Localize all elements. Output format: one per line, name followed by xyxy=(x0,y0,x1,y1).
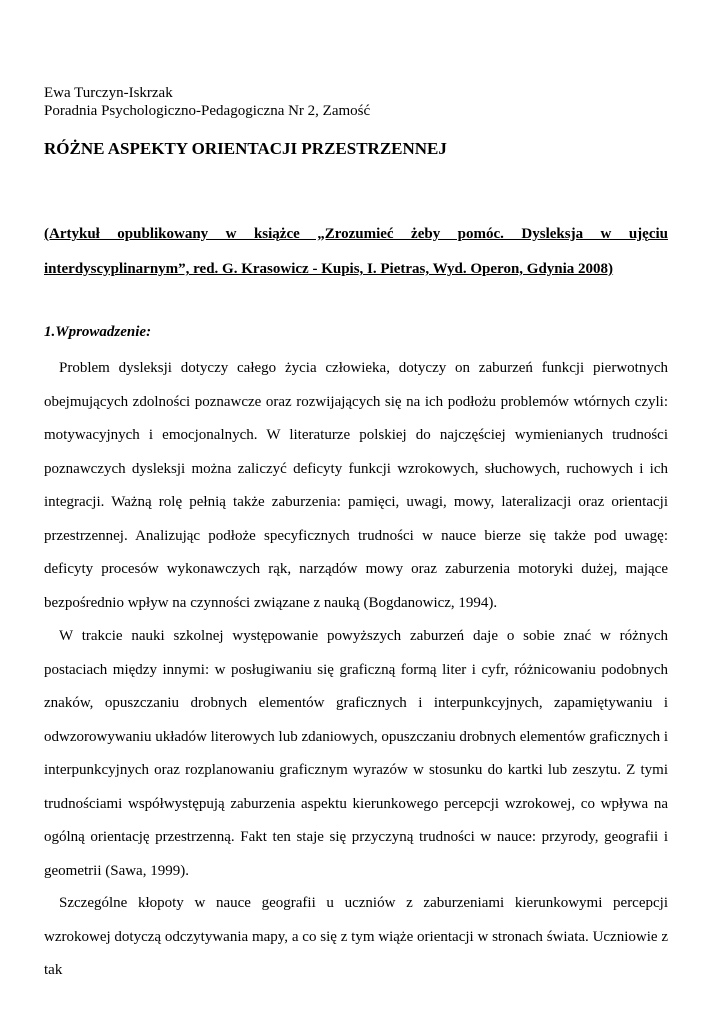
author-affiliation: Poradnia Psychologiczno-Pedagogiczna Nr 2, Zamość xyxy=(44,103,371,119)
publication-note-line-2: interdyscyplinarnym”, red. G. Krasowicz - Kupis, I. Pietras, Wyd. Operon, Gdynia 2008) xyxy=(44,261,614,277)
body-paragraph: Problem dysleksji dotyczy całego życia człowieka, dotyczy on zaburzeń funkcji pierwotnych obejmujących zdolności poznawcze oraz rozwijających się na ich podłożu problemów wtórnych czyli: motywacyjnych i emocjonalnych. W literaturze polskiej do najczęściej wymienianych trudności poznawczych dysleksji można zaliczyć deficyty funkcji wzrokowych, słuchowych, ruchowych i ich integracji. Ważną rolę pełnią także zaburzenia: pamięci, uwagi, mowy, lateralizacji oraz orientacji przestrzennej. Analizując podłoże specyficznych trudności w nauce bierze się także pod uwagę: deficyty procesów wykonawczych rąk, narządów mowy oraz zaburzenia motoryki dużej, mające bezpośrednio wpływ na czynności związane z nauką (Bogdanowicz, 1994). xyxy=(44,360,668,611)
section-heading: 1.Wprowadzenie: xyxy=(44,324,152,340)
article-title: RÓŻNE ASPEKTY ORIENTACJI PRZESTRZENNEJ xyxy=(44,139,447,158)
publication-note-line-1: (Artykuł opublikowany w książce „Zrozumieć żeby pomóc. Dysleksja w ujęciu xyxy=(44,226,668,242)
body-paragraph: W trakcie nauki szkolnej występowanie powyższych zaburzeń daje o sobie znać w różnych postaciach między innymi: w posługiwaniu się graficzną formą liter i cyfr, różnicowaniu podobnych znaków, opuszczaniu drobnych elementów graficznych i interpunkcyjnych, zapamiętywaniu i odwzorowywaniu układów literowych lub zdaniowych, opuszczaniu drobnych elementów graficznych i interpunkcyjnych oraz rozplanowaniu graficznym wyrazów w stosunku do kartki lub zeszytu. Z tymi trudnościami współwystępują zaburzenia aspektu kierunkowego percepcji wzrokowej, co wpływa na ogólną orientację przestrzenną. Fakt ten staje się przyczyną trudności w nauce: przyrody, geografii i geometrii (Sawa, 1999). xyxy=(44,628,668,879)
body-paragraph: Szczególne kłopoty w nauce geografii u uczniów z zaburzeniami kierunkowymi percepcji wzrokowej dotyczą odczytywania mapy, a co się z tym wiąże orientacji w stronach świata. Uczniowie z tak xyxy=(44,895,668,978)
author-name: Ewa Turczyn-Iskrzak xyxy=(44,85,173,101)
